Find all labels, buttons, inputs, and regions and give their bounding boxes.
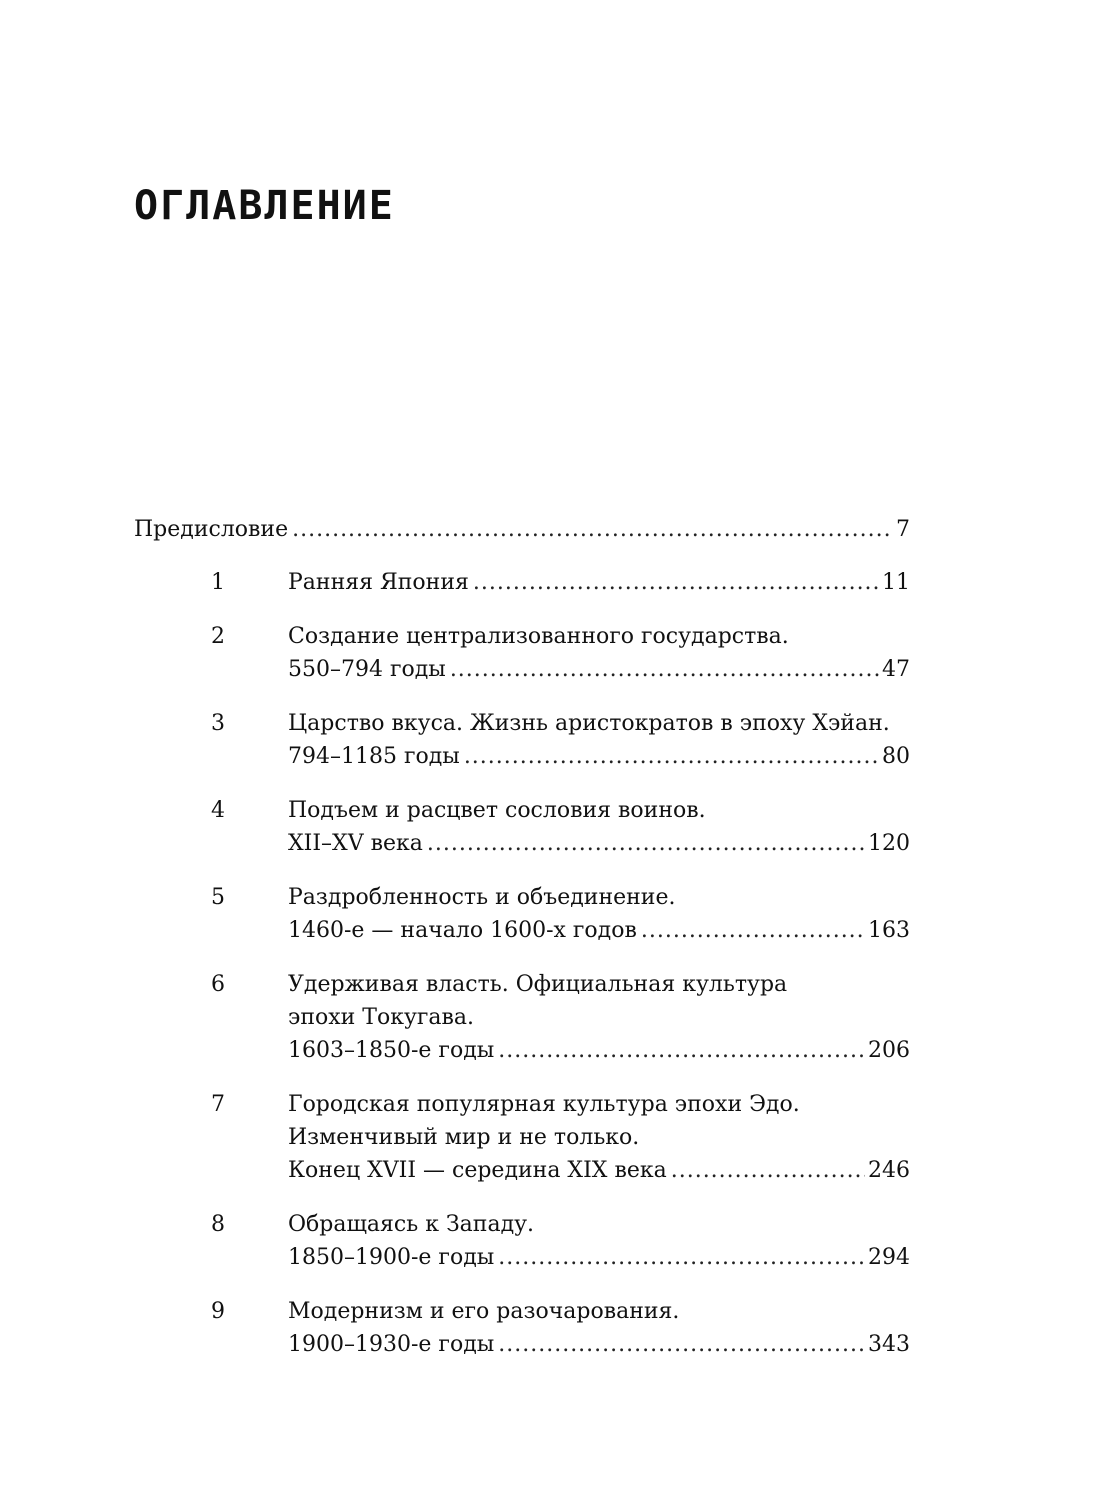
chapter-title-last-line [288, 740, 910, 773]
chapter-title-line: Изменчивый мир и не только. [288, 1125, 640, 1150]
chapter-title-line: 1603–1850-е годы [288, 1038, 495, 1063]
toc-entry-chapter [134, 1088, 910, 1187]
chapter-title [288, 1088, 910, 1187]
chapter-page-number: 294 [868, 1245, 910, 1270]
chapter-title-line: Царство вкуса. Жизнь аристократов в эпоху Хэйан. [288, 711, 890, 736]
chapter-title [288, 968, 910, 1067]
chapter-title-line: XII–XV века [288, 831, 423, 856]
chapter-number: 3 [211, 711, 225, 736]
chapter-number: 8 [211, 1212, 225, 1237]
chapter-page-number: 343 [868, 1332, 910, 1357]
toc-entry-chapter [134, 1208, 910, 1274]
chapter-title-line: 794–1185 годы [288, 744, 460, 769]
dot-leader [671, 1154, 865, 1187]
toc-entry-chapter [134, 566, 910, 599]
chapter-list [134, 566, 910, 1361]
chapter-page-number: 206 [868, 1038, 910, 1063]
chapter-title-last-line [288, 566, 910, 599]
chapter-number: 1 [211, 570, 225, 595]
chapter-title-last-line [288, 827, 910, 860]
chapter-page-number: 246 [868, 1158, 910, 1183]
chapter-title [288, 1295, 910, 1361]
chapter-title-line: Создание централизованного государства. [288, 624, 789, 649]
chapter-title-line: 550–794 годы [288, 657, 446, 682]
chapter-number: 7 [211, 1092, 225, 1117]
dot-leader [292, 513, 893, 546]
toc-entry-chapter [134, 1295, 910, 1361]
chapter-title [288, 707, 910, 773]
chapter-page-number: 120 [868, 831, 910, 856]
chapter-title-line: Обращаясь к Западу. [288, 1212, 535, 1237]
chapter-title-line: Конец XVII — середина XIX века [288, 1158, 667, 1183]
chapter-page-number: 11 [882, 570, 910, 595]
chapter-title-last-line [288, 1328, 910, 1361]
chapter-title-last-line [288, 914, 910, 947]
chapter-number: 6 [211, 972, 225, 997]
chapter-number: 5 [211, 885, 225, 910]
chapter-title-line: 1460-е — начало 1600-х годов [288, 918, 637, 943]
chapter-title-line: Подъем и расцвет сословия воинов. [288, 798, 706, 823]
toc-entry-chapter [134, 794, 910, 860]
chapter-title-line: эпохи Токугава. [288, 1005, 475, 1030]
chapter-title-last-line [288, 1034, 910, 1067]
chapter-title-last-line [288, 1154, 910, 1187]
dot-leader [427, 827, 865, 860]
chapter-number: 4 [211, 798, 225, 823]
chapter-title [288, 1208, 910, 1274]
chapter-number: 2 [211, 624, 225, 649]
page-title: ОГЛАВЛЕНИЕ [134, 183, 395, 229]
chapter-page-number: 47 [882, 657, 910, 682]
dot-leader [450, 653, 879, 686]
dot-leader [641, 914, 865, 947]
chapter-title-line: Городская популярная культура эпохи Эдо. [288, 1092, 800, 1117]
dot-leader [498, 1241, 865, 1274]
dot-leader [473, 566, 879, 599]
chapter-page-number: 163 [868, 918, 910, 943]
dot-leader [464, 740, 879, 773]
chapter-title-line: 1850–1900-е годы [288, 1245, 495, 1270]
chapter-number: 9 [211, 1299, 225, 1324]
chapter-title-line: 1900–1930-е годы [288, 1332, 495, 1357]
dot-leader [498, 1328, 865, 1361]
chapter-page-number: 80 [882, 744, 910, 769]
chapter-title-last-line [288, 653, 910, 686]
toc-entry-chapter [134, 968, 910, 1067]
chapter-title-line: Ранняя Япония [288, 570, 469, 595]
toc-entry-chapter [134, 707, 910, 773]
chapter-title [288, 881, 910, 947]
preface-label: Предисловие [134, 517, 289, 542]
chapter-title-line: Удерживая власть. Официальная культура [288, 972, 788, 997]
chapter-title [288, 566, 910, 599]
toc-entry-chapter [134, 620, 910, 686]
chapter-title-line: Модернизм и его разочарования. [288, 1299, 680, 1324]
chapter-title-last-line [288, 1241, 910, 1274]
preface-page-number: 7 [896, 517, 910, 542]
chapter-title [288, 620, 910, 686]
chapter-title-line: Раздробленность и объединение. [288, 885, 676, 910]
toc-entry-chapter [134, 881, 910, 947]
dot-leader [498, 1034, 865, 1067]
toc-entry-preface [134, 513, 910, 546]
chapter-title [288, 794, 910, 860]
table-of-contents [134, 513, 910, 1382]
